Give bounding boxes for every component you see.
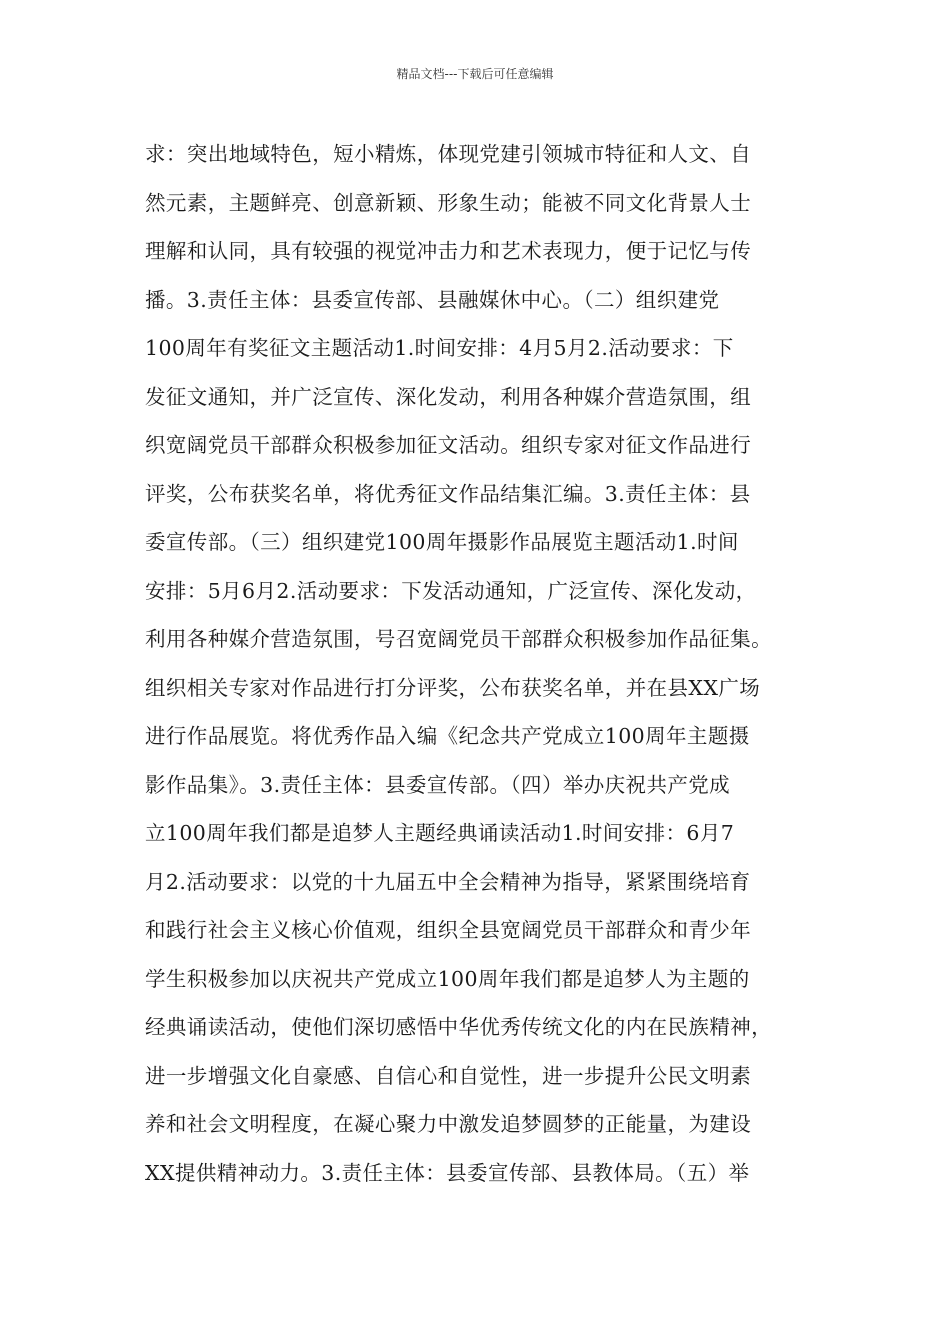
text-line: 理解和认同，具有较强的视觉冲击力和艺术表现力，便于记忆与传 bbox=[145, 239, 752, 263]
text-line: 组织相关专家对作品进行打分评奖，公布获奖名单，并在县XX广场 bbox=[145, 675, 761, 700]
text-line: 播。3.责任主体：县委宣传部、县融媒休中心。（二）组织建党 bbox=[145, 287, 720, 312]
text-line: 进行作品展览。将优秀作品入编《纪念共产党成立100周年主题摄 bbox=[145, 724, 750, 748]
text-line: 织宽阔党员干部群众积极参加征文活动。组织专家对征文作品进行 bbox=[145, 433, 752, 457]
text-line: 学生积极参加以庆祝共产党成立100周年我们都是追梦人为主题的 bbox=[145, 966, 750, 991]
text-line: 安排：5月6月2.活动要求：下发活动通知，广泛宣传、深化发动， bbox=[145, 578, 757, 603]
text-line: 和践行社会主义核心价值观，组织全县宽阔党员干部群众和青少年 bbox=[145, 918, 752, 942]
document-body bbox=[145, 134, 825, 1201]
text-line: 利用各种媒介营造氛围，号召宽阔党员干部群众积极参加作品征集。 bbox=[145, 627, 772, 651]
text-line: XX提供精神动力。3.责任主体：县委宣传部、县教体局。（五）举 bbox=[145, 1160, 750, 1185]
text-line: 求：突出地域特色，短小精炼，体现党建引领城市特征和人文、自 bbox=[145, 142, 752, 166]
text-line: 然元素，主题鲜亮、创意新颖、形象生动；能被不同文化背景人士 bbox=[145, 190, 752, 215]
text-line: 100周年有奖征文主题活动1.时间安排：4月5月2.活动要求：下 bbox=[145, 336, 734, 360]
text-line: 立100周年我们都是追梦人主题经典诵读活动1.时间安排：6月7 bbox=[145, 821, 735, 845]
page-header: 精品文档---下载后可任意编辑 bbox=[396, 67, 554, 81]
text-line: 养和社会文明程度，在凝心聚力中激发追梦圆梦的正能量，为建设 bbox=[145, 1112, 752, 1136]
text-line: 委宣传部。（三）组织建党100周年摄影作品展览主题活动1.时间 bbox=[145, 530, 739, 554]
text-line: 经典诵读活动，使他们深切感悟中华优秀传统文化的内在民族精神， bbox=[145, 1015, 772, 1039]
text-line: 发征文通知，并广泛宣传、深化发动，利用各种媒介营造氛围，组 bbox=[145, 384, 752, 409]
text-line: 评奖，公布获奖名单，将优秀征文作品结集汇编。3.责任主体：县 bbox=[145, 481, 751, 506]
text-line: 进一步增强文化自豪感、自信心和自觉性，进一步提升公民文明素 bbox=[145, 1063, 752, 1088]
text-line: 月2.活动要求：以党的十九届五中全会精神为指导，紧紧围绕培育 bbox=[145, 869, 751, 894]
text-line: 影作品集》。3.责任主体：县委宣传部。（四）举办庆祝共产党成 bbox=[145, 772, 731, 797]
